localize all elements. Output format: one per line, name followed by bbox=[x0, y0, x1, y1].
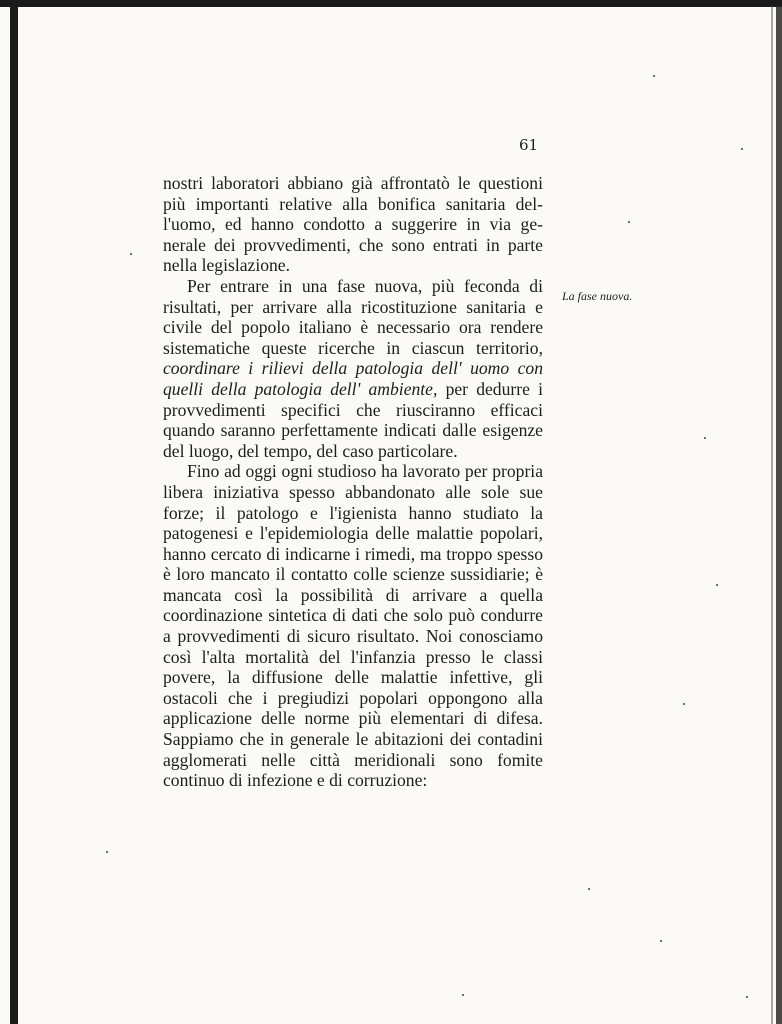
scan-speck bbox=[628, 221, 630, 223]
text-line: l'uomo, ed hanno condotto a suggerire in via ge- bbox=[163, 214, 543, 235]
text-line: più importanti relative alla bonifica sanitaria del- bbox=[163, 193, 543, 214]
scan-speck bbox=[462, 994, 464, 996]
scan-speck bbox=[588, 888, 590, 890]
paragraph-2-italic: coordinare i rilievi della patologia dell' uomo con quelli della patologia dell' ambiente, bbox=[163, 358, 543, 399]
paragraph-2-text-b: per dedurre i provvedimenti specifici che riusciranno efficaci quando saranno perfettamente indicati dalle esigenze del luogo, del tempo, del caso particolare. bbox=[163, 378, 543, 461]
margin-note: La fase nuova. bbox=[562, 289, 633, 303]
page-number: 61 bbox=[519, 136, 539, 154]
scan-right-edge bbox=[776, 6, 782, 1024]
scan-speck bbox=[741, 148, 743, 150]
paragraph-1 bbox=[163, 173, 543, 276]
scan-top-border bbox=[0, 0, 782, 7]
body-text bbox=[163, 173, 543, 791]
scan-speck bbox=[653, 75, 655, 77]
scan-speck bbox=[704, 437, 706, 439]
text-line: nostri laboratori abbiano già affrontatò le questioni bbox=[163, 173, 543, 193]
paragraph-3: Fino ad oggi ogni studioso ha lavorato per propria libera iniziativa spesso abbandonato alle sole sue forze; il patologo e l'igienista hanno studiato la patogenesi e l'epidemiologia delle malattie popolari, hanno cercato di indicarne i rimedi, ma troppo spesso è loro mancato il contatto colle scienze sussidiarie; è mancata così la possibilità di arrivare a quella coordinazione sintetica di dati che solo può condurre a provvedimenti di sicuro risultato. Noi conosciamo così l'alta mortalità del l'infanzia presso le classi povere, la diffusione delle malattie infettive, gli ostacoli che i pregiudizi popolari oppongono alla applicazione delle norme più elementari di difesa. Sappiamo che in generale le abitazioni dei contadini agglomerati nelle città meridionali sono fomite continuo di infezione e di corruzione: bbox=[163, 461, 543, 791]
scan-speck bbox=[716, 584, 718, 586]
scan-speck bbox=[130, 253, 132, 255]
scan-speck bbox=[683, 703, 685, 705]
paragraph-2 bbox=[163, 276, 543, 461]
scan-speck bbox=[106, 851, 108, 853]
paragraph-2-text-a: Per entrare in una fase nuova, più feconda di risultati, per arrivare alla ricostituzione sanitaria e civile del popolo italiano è necessario ora rendere sistematiche queste ricerche in ciascun territorio, bbox=[163, 275, 543, 358]
scan-right-edge-line bbox=[771, 6, 773, 1024]
text-line: nella legislazione. bbox=[163, 255, 291, 276]
scan-speck bbox=[660, 940, 662, 942]
scan-speck bbox=[746, 996, 748, 998]
text-line: nerale dei provvedimenti, che sono entrati in parte bbox=[163, 234, 543, 255]
scan-left-edge bbox=[10, 6, 18, 1024]
